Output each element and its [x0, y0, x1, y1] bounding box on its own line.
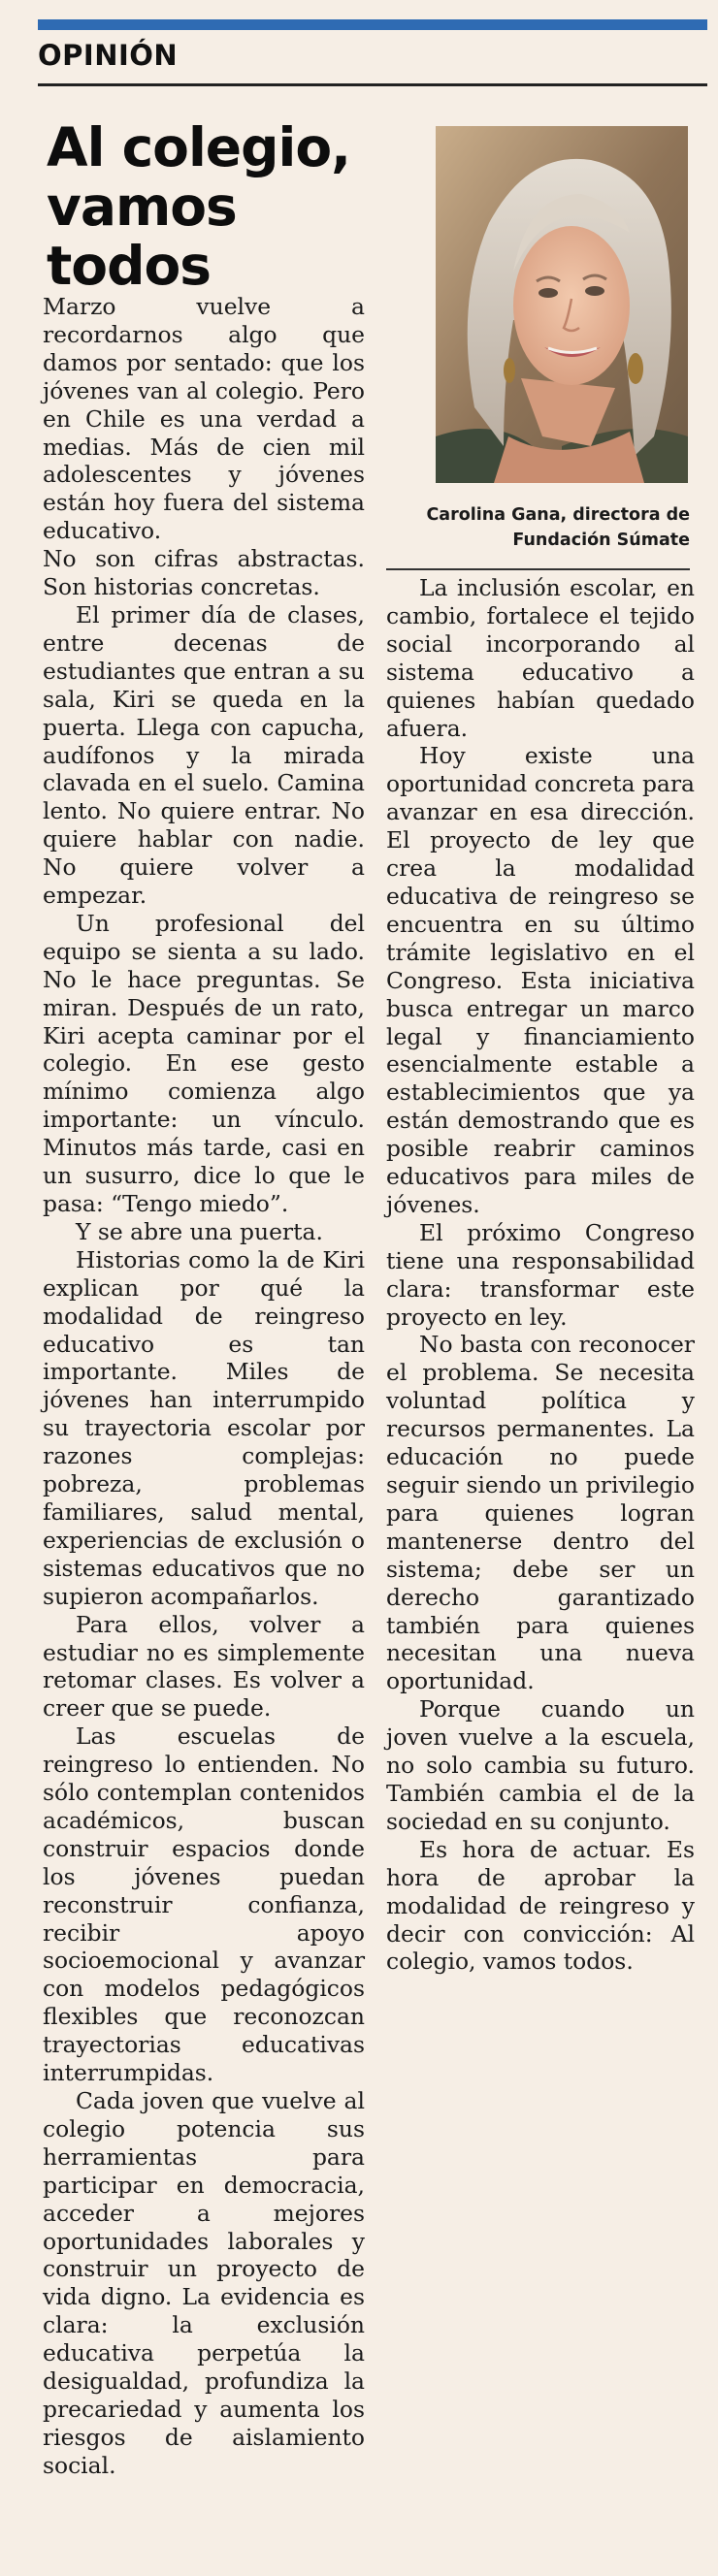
paragraph: El primer día de clases, entre decenas de estudiantes que entran a su sala, Kiri se queda en la puerta. Llega con capucha, audífonos y la mirada clavada en el suelo. Camina lento. No quiere entrar. No quiere hablar con nadie. No quiere volver a empezar. — [43, 600, 365, 910]
photo-caption — [383, 502, 690, 553]
paragraph: No son cifras abstractas. Son historias concretas. — [43, 545, 365, 601]
paragraph: La inclusión escolar, en cambio, fortalece el tejido social incorporando al sistema educativo a quienes habían quedado afuera. — [386, 574, 695, 742]
article-column-2 — [386, 574, 695, 1976]
article-headline — [47, 118, 406, 296]
paragraph: El próximo Congreso tiene una responsabilidad clara: transformar este proyecto en ley. — [386, 1218, 695, 1331]
paragraph: Cada joven que vuelve al colegio potencia sus herramientas para participar en democracia, acceder a mejores oportunidades laborales y construir un proyecto de vida digno. La evidencia es clara: la exclusión educativa perpetúa la desigualdad, profundiza la precariedad y aumenta los riesgos de aislamiento social. — [43, 2087, 365, 2479]
author-portrait-icon — [436, 126, 688, 483]
paragraph: Es hora de actuar. Es hora de aprobar la modalidad de reingreso y decir con convicción: Al colegio, vamos todos. — [386, 1835, 695, 1976]
caption-line-2: Fundación Súmate — [512, 531, 690, 550]
section-divider — [38, 83, 707, 86]
paragraph: Un profesional del equipo se sienta a su lado. No le hace preguntas. Se miran. Después de un rato, Kiri acepta caminar por el colegio. En ese gesto mínimo comienza algo importante: un vínculo. Minutos más tarde, casi en un susurro, dice lo que le pasa: “Tengo miedo”. — [43, 909, 365, 1217]
headline-line-2: vamos todos — [47, 176, 237, 297]
paragraph: Historias como la de Kiri explican por qué la modalidad de reingreso educativo es tan importante. Miles de jóvenes han interrumpido su trayectoria escolar por razones complejas: pobreza, problemas familiares, salud mental, experiencias de exclusión o sistemas educativos que no supieron acompañarlos. — [43, 1245, 365, 1610]
article-column-1 — [43, 293, 365, 2480]
caption-divider — [386, 568, 690, 570]
paragraph: Las escuelas de reingreso lo entienden. No sólo contemplan contenidos académicos, buscan construir espacios donde los jóvenes puedan reconstruir confianza, recibir apoyo socioemocional y avanzar con modelos pedagógicos flexibles que reconozcan trayectorias educativas interrumpidas. — [43, 1723, 365, 2087]
paragraph: Para ellos, volver a estudiar no es simplemente retomar clases. Es volver a creer que se puede. — [43, 1610, 365, 1723]
paragraph: Marzo vuelve a recordarnos algo que damos por sentado: que los jóvenes van al colegio. Pero en Chile es una verdad a medias. Más de cien mil adolescentes y jóvenes están hoy fuera del sistema educativo. — [43, 293, 365, 545]
section-title: OPINIÓN — [38, 39, 179, 72]
caption-line-1: Carolina Gana, directora de — [426, 505, 690, 525]
paragraph: Hoy existe una oportunidad concreta para avanzar en esa dirección. El proyecto de ley que crea la modalidad educativa de reingreso se encuentra en su último trámite legislativo en el Congreso. Esta iniciativa busca entregar un marco legal y financiamiento esencialmente estable a establecimientos que ya están demostrando que es posible reabrir caminos educativos para miles de jóvenes. — [386, 742, 695, 1218]
author-photo — [436, 126, 688, 483]
paragraph: Porque cuando un joven vuelve a la escuela, no solo cambia su futuro. También cambia el de la sociedad en su conjunto. — [386, 1695, 695, 1835]
section-accent-bar — [38, 19, 707, 30]
paragraph: No basta con reconocer el problema. Se necesita voluntad política y recursos permanentes. La educación no puede seguir siendo un privilegio para quienes logran mantenerse dentro del sistema; debe ser un derecho garantizado también para quienes necesitan una nueva oportunidad. — [386, 1331, 695, 1695]
headline-line-1: Al colegio, — [47, 116, 351, 178]
paragraph: Y se abre una puerta. — [76, 1217, 323, 1245]
